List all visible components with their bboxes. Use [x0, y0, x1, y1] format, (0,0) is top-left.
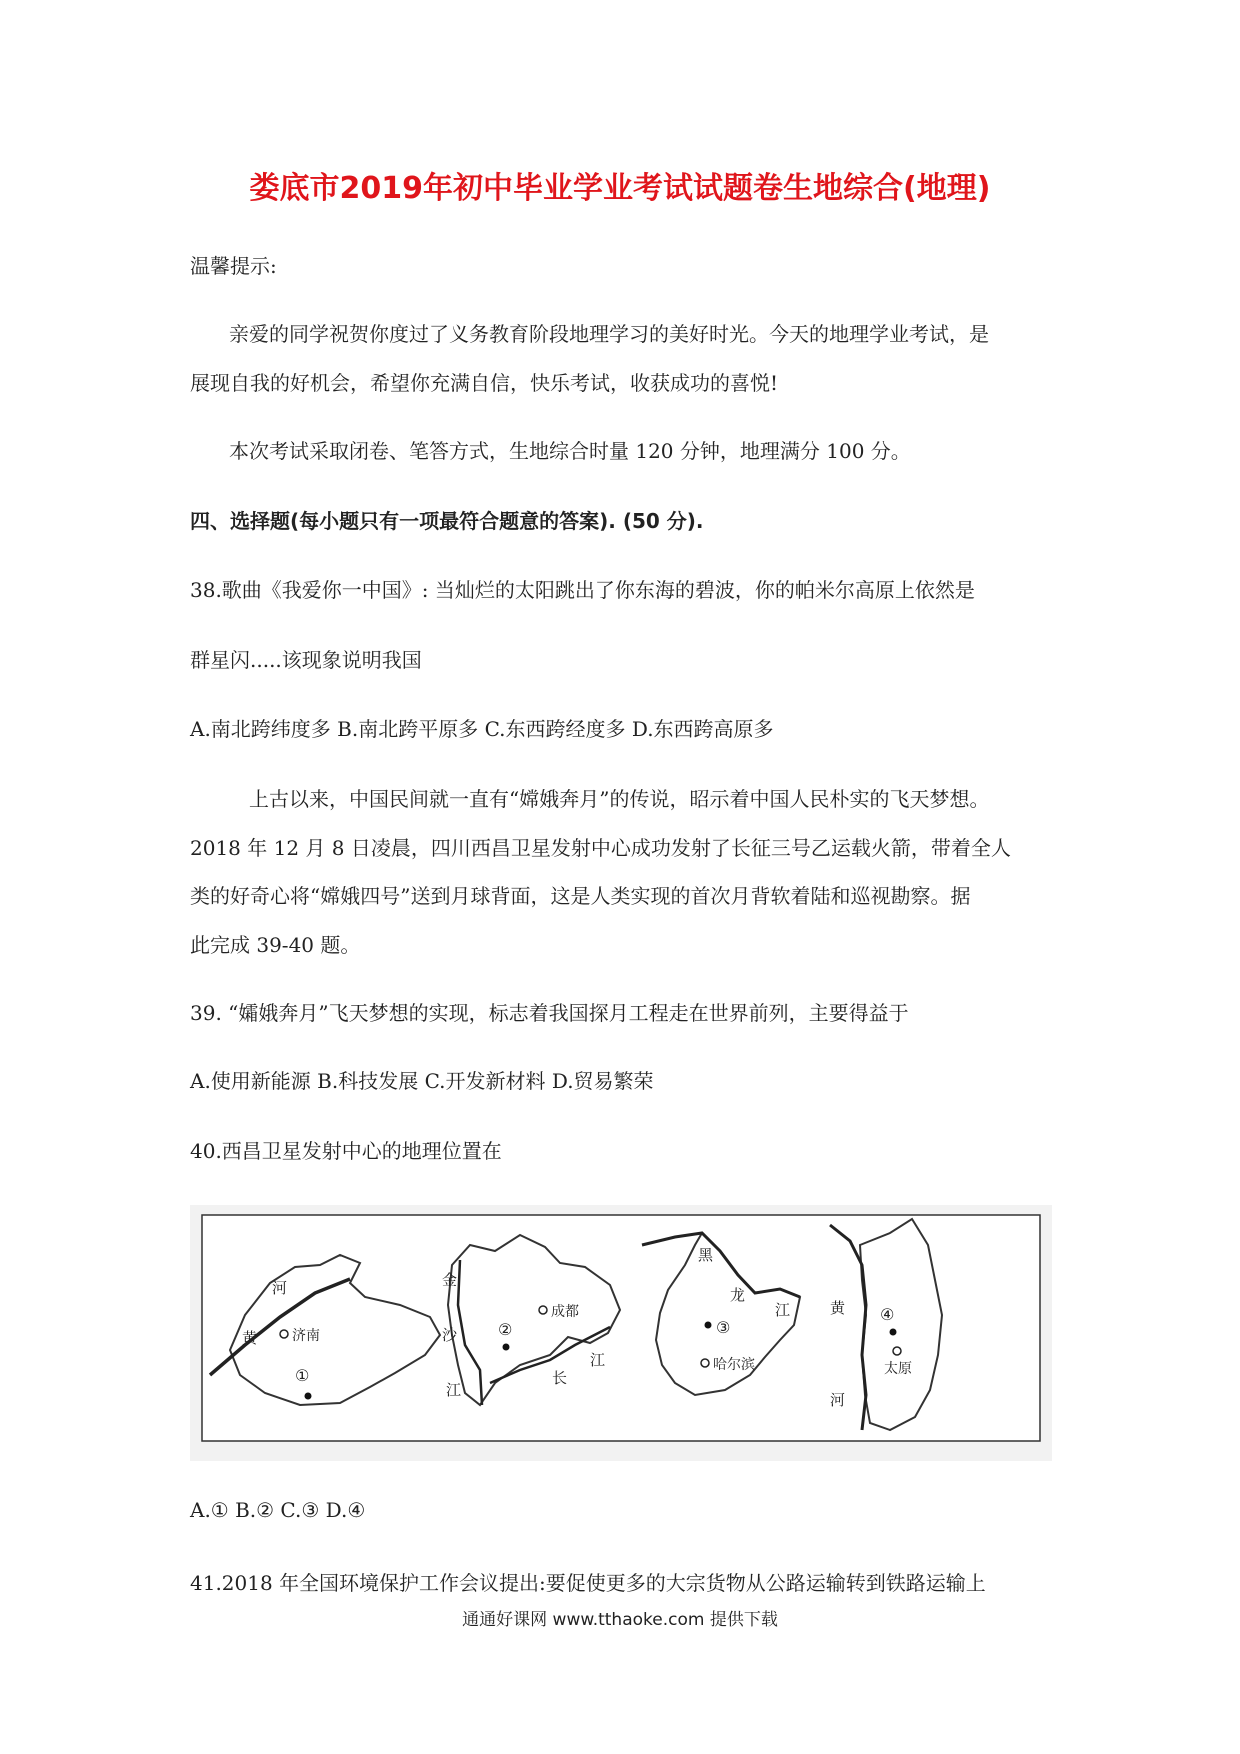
map-1-label-city: 济南 [292, 1328, 320, 1344]
map-2-label-chang: 长 [552, 1369, 568, 1387]
province-maps-figure [190, 1205, 1052, 1461]
question-39-line: 39. “孀娥奔月”飞天梦想的实现，标志着我国探月工程走在世界前列，主要得益于 [190, 1001, 909, 1025]
tip-paragraph-1-line-2: 展现自我的好机会，希望你充满自信，快乐考试，收获成功的喜悦! [190, 371, 779, 395]
question-40-options: A.① B.② C.③ D.④ [190, 1498, 366, 1522]
tip-paragraph-2: 本次考试采取闭卷、笔答方式，生地综合时量 120 分钟，地理满分 100 分。 [229, 439, 911, 463]
map-4-label-city: 太原 [884, 1361, 912, 1377]
map-3-location-dot [705, 1322, 712, 1329]
map-4-label-mark: ④ [880, 1305, 895, 1324]
map-2-label-city: 成都 [551, 1304, 579, 1320]
question-41-line: 41.2018 年全国环境保护工作会议提出:要促使更多的大宗货物从公路运输转到铁路运输上 [190, 1571, 986, 1595]
question-38-line-2: 群星闪.....该现象说明我国 [190, 648, 422, 672]
map-3-label-jiang: 江 [775, 1301, 791, 1319]
passage-line-2: 2018 年 12 月 8 日凌晨，四川西昌卫星发射中心成功发射了长征三号乙运载火箭，带着全人 [190, 836, 1011, 860]
map-3-label-mark: ③ [716, 1318, 731, 1337]
tip-label: 温馨提示: [190, 254, 277, 278]
map-1-label-mark: ① [295, 1366, 310, 1385]
map-1-label-river-huang: 黄 [242, 1329, 258, 1347]
map-4-label-huang: 黄 [830, 1299, 846, 1317]
passage-line-3: 类的好奇心将“嫦娥四号”送到月球背面，这是人类实现的首次月背软着陆和巡视勘察。据 [190, 884, 971, 908]
map-1-location-dot [305, 1393, 312, 1400]
map-2-location-dot [503, 1344, 510, 1351]
question-38-line-1: 38.歌曲《我爱你一中国》: 当灿烂的太阳跳出了你东海的碧波，你的帕米尔高原上依然是 [190, 578, 975, 602]
map-2-label-jin: 金 [442, 1271, 458, 1289]
page-title: 娄底市2019年初中毕业学业考试试题卷生地综合(地理) [249, 171, 991, 206]
map-2-label-jiang-a: 江 [446, 1381, 462, 1399]
map-3-label-city: 哈尔滨 [713, 1357, 755, 1373]
passage-line-1: 上古以来，中国民间就一直有“嫦娥奔月”的传说，昭示着中国人民朴实的飞天梦想。 [249, 787, 990, 811]
passage-line-4: 此完成 39-40 题。 [190, 933, 361, 957]
map-frame [202, 1215, 1040, 1441]
map-2-label-jiang-b: 江 [590, 1351, 606, 1369]
map-4-location-dot [890, 1329, 897, 1336]
question-39-options: A.使用新能源 B.科技发展 C.开发新材料 D.贸易繁荣 [190, 1069, 654, 1093]
section-heading: 四、选择题(每小题只有一项最符合题意的答案). (50 分). [190, 509, 704, 533]
map-2-label-sha: 沙 [442, 1326, 458, 1344]
map-1-label-river-he: 河 [272, 1279, 288, 1297]
map-2-label-mark: ② [498, 1320, 513, 1339]
page-footer: 通通好课网 www.tthaoke.com 提供下载 [462, 1610, 778, 1630]
map-3-label-long: 龙 [730, 1286, 746, 1304]
question-38-options: A.南北跨纬度多 B.南北跨平原多 C.东西跨经度多 D.东西跨高原多 [190, 717, 774, 741]
map-4-label-he: 河 [830, 1391, 846, 1409]
question-40-line: 40.西昌卫星发射中心的地理位置在 [190, 1139, 502, 1163]
tip-paragraph-1-line-1: 亲爱的同学祝贺你度过了义务教育阶段地理学习的美好时光。今天的地理学业考试，是 [229, 322, 989, 346]
map-3-label-hei: 黑 [698, 1246, 714, 1264]
